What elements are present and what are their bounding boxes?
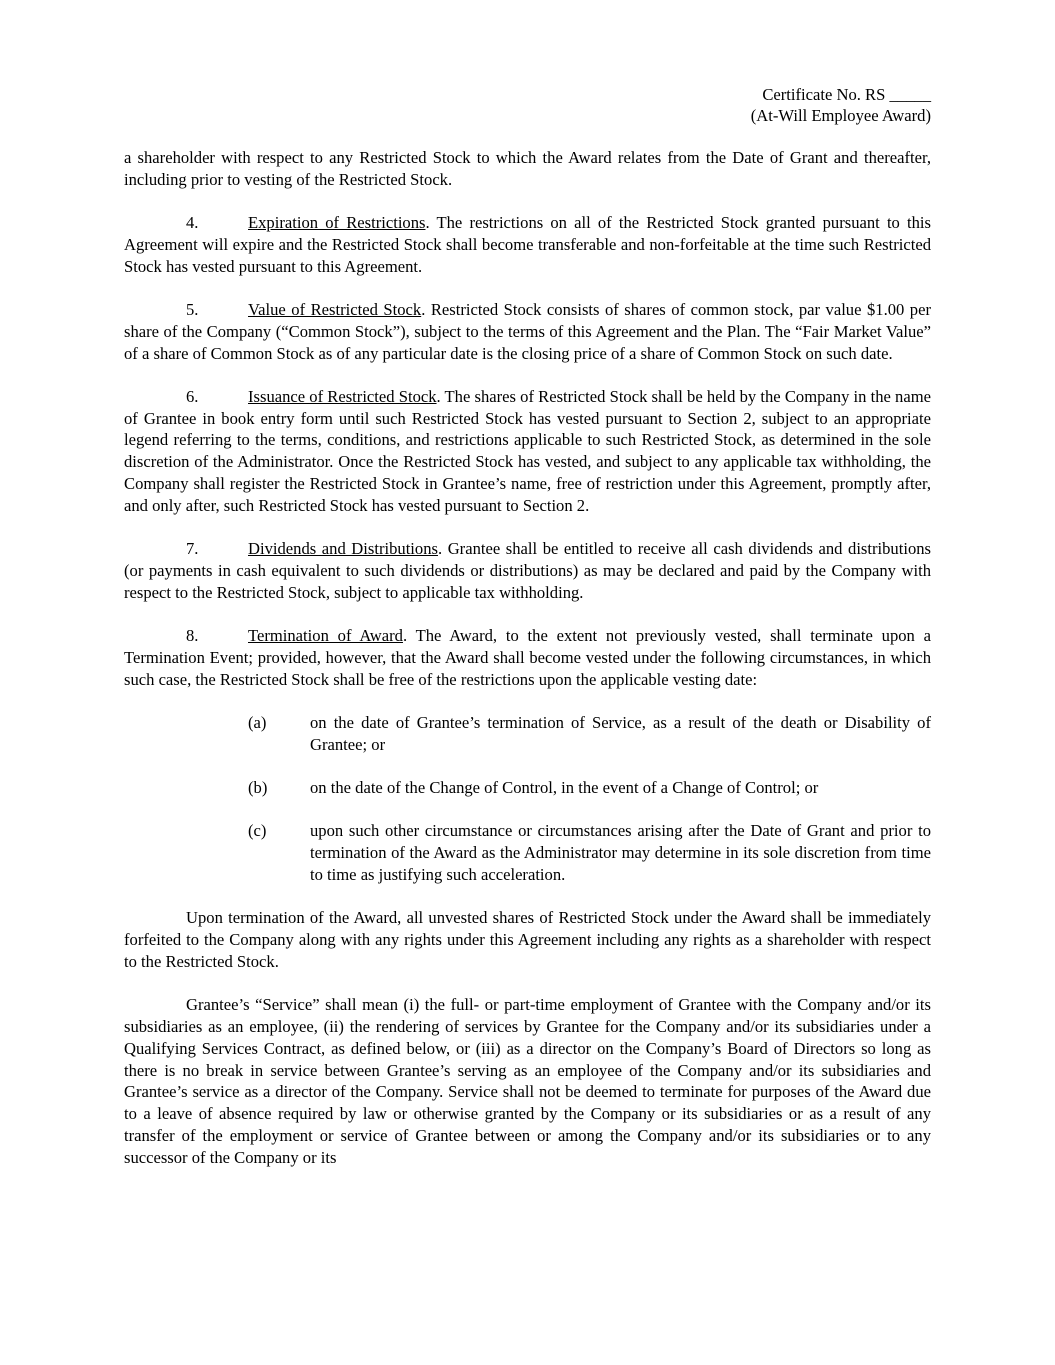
section-7-body: . Grantee shall be entitled to receive all cash dividends and distributions (or payments in cash equivalent to such dividends or distributions) as may be declared and paid by the Company with respect to the Restricted Stock, subject to applicable tax withholding.	[124, 539, 931, 602]
section-8-number: 8.	[186, 626, 199, 646]
section-8	[124, 625, 931, 690]
service-definition-text: Grantee’s “Service” shall mean (i) the full- or part-time employment of Grantee with the Company and/or its subsidiaries as an employee, (ii) the rendering of services by Grantee for the Company and/or its subsidiaries under a Qualifying Services Contract, as defined below, or (iii) as a director on the Company’s Board of Directors so long as there is no break in service between Grantee’s serving as an employee of the Company and/or its subsidiaries and Grantee’s service as a director of the Company. Service shall not be deemed to terminate for purposes of the Award due to a leave of absence required by law or otherwise granted by the Company or its subsidiaries or as a result of any transfer of the employment or service of Grantee between or among the Company and/or its subsidiaries or to any successor of the Company or its	[124, 995, 931, 1167]
section-6	[124, 386, 931, 517]
section-7	[124, 538, 931, 603]
section-6-title: Issuance of Restricted Stock	[248, 386, 437, 406]
section-8-title: Termination of Award	[248, 626, 403, 646]
section-4-title: Expiration of Restrictions	[248, 213, 426, 233]
forfeiture-paragraph	[124, 907, 931, 972]
page-header	[124, 84, 931, 126]
subitem-a	[124, 712, 931, 756]
section-6-body: . The shares of Restricted Stock shall be held by the Company in the name of Grantee in book entry form until such Restricted Stock has vested pursuant to Section 2, subject to an appropriate legend referring to the terms, conditions, and restrictions applicable to such Restricted Stock, as determined in the sole discretion of the Administrator. Once the Restricted Stock has vested, and subject to any applicable tax withholding, the Company shall register the Restricted Stock in Grantee’s name, free of restriction under this Agreement, promptly after, and only after, such Restricted Stock has vested pursuant to Section 2.	[124, 386, 931, 515]
subitem-a-label: (a)	[248, 712, 267, 732]
section-7-title: Dividends and Distributions	[248, 539, 438, 559]
section-4-body: . The restrictions on all of the Restricted Stock granted pursuant to this Agreement will expire and the Restricted Stock shall become transferable and non-forfeitable at the time such Restricted Stock has vested pursuant to this Agreement.	[124, 213, 931, 276]
section-5-number: 5.	[186, 299, 199, 319]
section-5-title: Value of Restricted Stock	[248, 299, 422, 319]
service-definition-paragraph	[124, 994, 931, 1168]
section-6-number: 6.	[186, 386, 199, 406]
intro-paragraph: a shareholder with respect to any Restricted Stock to which the Award relates from the Date of Grant and thereafter, including prior to vesting of the Restricted Stock.	[124, 148, 931, 189]
subitem-b	[124, 777, 931, 799]
section-4-number: 4.	[186, 213, 199, 233]
subitem-c-text: upon such other circumstance or circumstances arising after the Date of Grant and prior to termination of the Award as the Administrator may determine in its sole discretion from time to time as justifying such acceleration.	[310, 821, 931, 884]
subitem-b-label: (b)	[248, 778, 268, 798]
section-5-body: . Restricted Stock consists of shares of common stock, par value $1.00 per share of the Company (“Common Stock”), subject to the terms of this Agreement and the Plan. The “Fair Market Value” of a share of Common Stock as of any particular date is the closing price of a share of Common Stock on such date.	[124, 299, 931, 363]
section-4	[124, 212, 931, 277]
section-5	[124, 299, 931, 364]
subitem-c	[124, 820, 931, 885]
subitem-c-label: (c)	[248, 821, 267, 841]
document-page	[124, 84, 931, 1190]
award-type: (At-Will Employee Award)	[750, 106, 931, 125]
subitem-a-text: on the date of Grantee’s termination of Service, as a result of the death or Disability of Grantee; or	[310, 712, 931, 754]
section-8-body: . The Award, to the extent not previously vested, shall terminate upon a Termination Event; provided, however, that the Award shall become vested under the following circumstances, in which such case, the Restricted Stock shall be free of the restrictions upon the applicable vesting date:	[124, 626, 931, 689]
certificate-number: Certificate No. RS _____	[762, 85, 931, 104]
section-7-number: 7.	[186, 539, 199, 559]
subitem-b-text: on the date of the Change of Control, in the event of a Change of Control; or	[310, 778, 819, 798]
forfeiture-text: Upon termination of the Award, all unvested shares of Restricted Stock under the Award shall be immediately forfeited to the Company along with any rights under this Agreement including any rights as a shareholder with respect to the Restricted Stock.	[124, 908, 931, 971]
